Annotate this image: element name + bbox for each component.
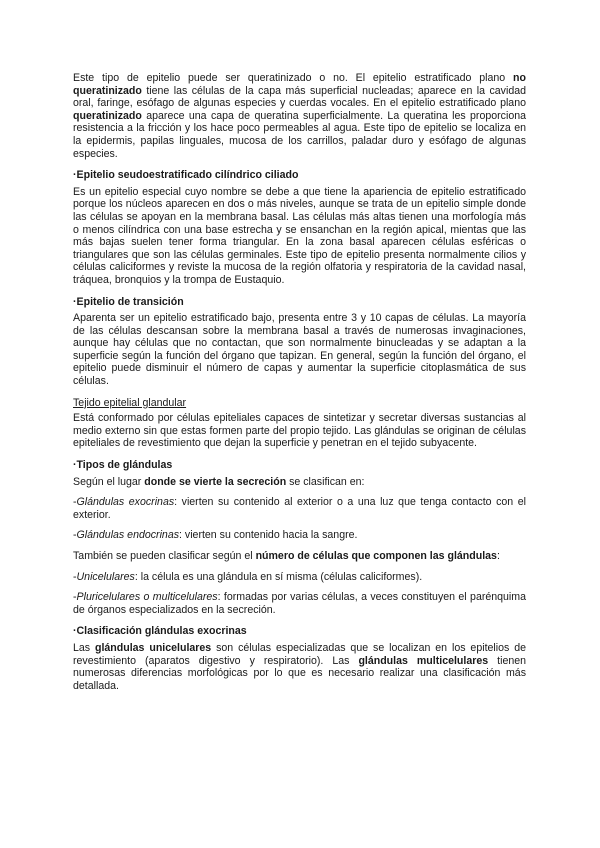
heading-transicion: ·Epitelio de transición — [73, 295, 184, 308]
paragraph-transicion: Aparenta ser un epitelio estratificado bajo, presenta entre 3 y 10 capas de células. La mayoría de las células descansan sobre la membrana basal a través de numerosas invaginaciones, aunque hay células que no contactan, que son normalmente binucleadas y se adaptan a la superficie según la función del órgano que tapizan. En general, según la función del órgano, el epitelio puede disminuir el número de capas y aumentar la superficie citoplasmática de sus células. — [73, 312, 526, 388]
bold-term: donde se vierte la secreción — [144, 475, 287, 488]
bold-term: glándulas unicelulares — [95, 641, 212, 654]
italic-term: Pluricelulares o multicelulares — [76, 591, 218, 604]
paragraph-lugar-secrecion: Según el lugar donde se vierte la secreción se clasifican en: — [73, 475, 365, 488]
italic-term: Glándulas exocrinas — [76, 496, 175, 509]
list-item-unicelulares: -Unicelulares: la célula es una glándula en sí misma (células caliciformes). — [73, 570, 423, 583]
italic-term: Unicelulares — [76, 570, 135, 583]
heading-tipos-glandulas: ·Tipos de glándulas — [73, 459, 173, 472]
bold-term: queratinizado — [73, 109, 142, 122]
paragraph-numero-celulas: También se pueden clasificar según el número de células que componen las glándulas: — [73, 550, 500, 562]
list-item-pluricelulares: -Pluricelulares o multicelulares: formadas por varias células, a veces constituyen el parénquima de órganos especializados en la secreción. — [73, 591, 526, 616]
list-item-exocrinas: -Glándulas exocrinas: vierten su contenido al exterior o a una luz que tenga contacto con el exterior. — [73, 496, 526, 521]
heading-seudoestratificado: ·Epitelio seudoestratificado cilíndrico ciliado — [73, 169, 299, 182]
bold-term: no queratinizado — [73, 72, 526, 97]
bold-term: número de células que componen las glándulas — [255, 550, 497, 562]
paragraph-queratinizado: Este tipo de epitelio puede ser queratinizado o no. El epitelio estratificado plano no queratinizado tiene las células de la capa más superficial nucleadas; aparece en la cavidad oral, faringe, esófago de algunas especies y cuerdas vocales. En el epitelio estratificado plano queratinizado aparece una capa de queratina superficialmente. La queratina les proporciona resistencia a la fricción y los hace poco permeables al agua. Este tipo de epitelio se localiza en la epidermis, papilas linguales, mucosa de los carrillos, paladar duro y esófago de algunas especies. — [73, 72, 526, 160]
paragraph-seudoestratificado: Es un epitelio especial cuyo nombre se debe a que tiene la apariencia de epitelio estratificado porque los núcleos aparecen en dos o más niveles, aunque se trata de un epitelio simple donde las células se apoyan en la membrana basal. Las células más altas tienen una morfología más o menos cilíndrica con una base estrecha y se ensanchan en la región apical, mientas que las más bajas suelen tener forma triangular. En la zona basal aparecen células esféricas o triangulares que son las células germinales. Este tipo de epitelio presenta normalmente cilios y células caliciformes y reviste la mucosa de la región olfatoria y respiratoria de la cavidad nasal, tráquea, bronquios y la trompa de Eustaquio. — [73, 185, 526, 286]
paragraph-clasificacion-exocrinas: Las glándulas unicelulares son células especializadas que se localizan en los epitelios de revestimiento (aparatos digestivo y respiratorio). Las glándulas multicelulares tienen numerosas diferencias morfológicas por lo que es necesario realizar una clasificación más detallada. — [73, 641, 527, 692]
document-page — [73, 72, 526, 692]
heading-clasificacion-exocrinas: ·Clasificación glándulas exocrinas — [73, 625, 247, 638]
paragraph-tejido-glandular: Está conformado por células epiteliales capaces de sintetizar y secretar diversas sustancias al medio externo sin que estas formen parte del propio tejido. Las glándulas se originan de células epiteliales de revestimiento que dejan la superficie y penetran en el tejido subyacente. — [73, 412, 526, 450]
subtitle-tejido-glandular: Tejido epitelial glandular — [73, 396, 187, 409]
list-item-endocrinas: -Glándulas endocrinas: vierten su contenido hacia la sangre. — [73, 529, 358, 542]
bold-term: glándulas multicelulares — [358, 654, 489, 667]
italic-term: Glándulas endocrinas — [76, 529, 180, 542]
